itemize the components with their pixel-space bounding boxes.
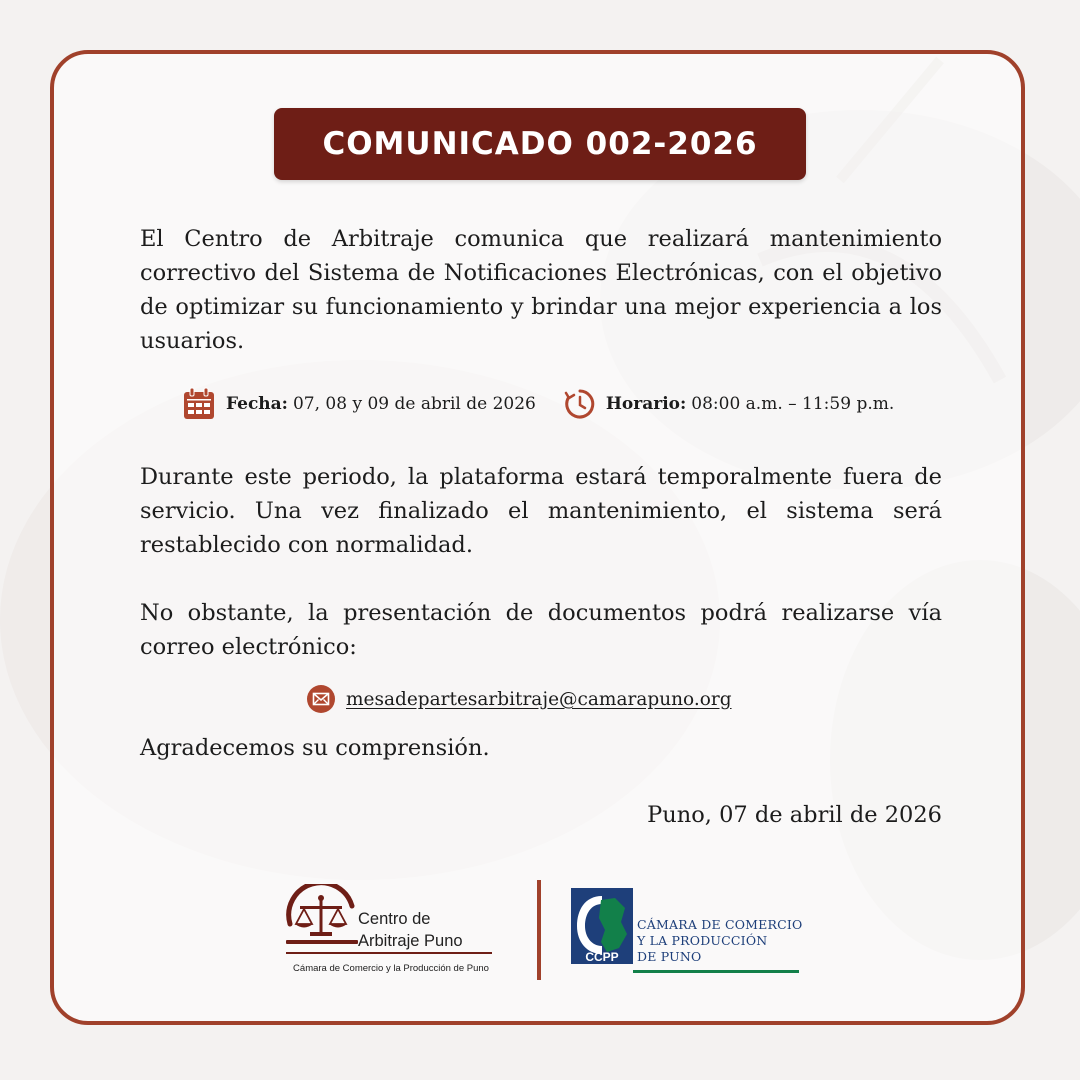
period-paragraph: Durante este periodo, la plataforma estará temporalmente fuera de servicio. Una vez finalizado el mantenimiento, el sistema será restablecido con normalidad. xyxy=(140,464,942,558)
date-info xyxy=(182,387,536,421)
time-label: Horario: xyxy=(605,394,687,414)
logo-rule xyxy=(286,952,492,954)
title-banner xyxy=(274,108,806,180)
intro-paragraph: El Centro de Arbitraje comunica que realizará mantenimiento correctivo del Sistema de Notificaciones Electrónicas, con el objetivo de optimizar su funcionamiento y brindar una mejor experiencia a los usuarios. xyxy=(140,226,942,354)
centro-arbitraje-subtitle: Cámara de Comercio y la Producción de Puno xyxy=(293,963,489,974)
calendar-icon xyxy=(182,387,216,421)
clock-icon xyxy=(564,388,596,420)
email-link[interactable]: mesadepartesarbitraje@camarapuno.org xyxy=(346,688,732,710)
schedule-row xyxy=(182,386,894,422)
centro-arbitraje-name: Centro de Arbitraje Puno xyxy=(358,910,463,950)
date-value: 07, 08 y 09 de abril de 2026 xyxy=(292,394,536,414)
thanks-paragraph: Agradecemos su comprensión. xyxy=(140,735,490,761)
time-info xyxy=(564,388,894,420)
ccpp-badge: CCPP xyxy=(585,950,619,964)
centro-arbitraje-logo xyxy=(282,882,502,982)
place-date: Puno, 07 de abril de 2026 xyxy=(647,802,942,828)
envelope-icon xyxy=(306,684,336,714)
ccpp-green-line xyxy=(633,970,799,973)
ccpp-name: CÁMARA DE COMERCIO Y LA PRODUCCIÓN DE PUNO xyxy=(637,917,803,964)
scales-icon xyxy=(282,884,362,954)
ccpp-logo xyxy=(571,888,803,976)
logo-divider xyxy=(537,880,541,980)
email-note-paragraph: No obstante, la presentación de documentos podrá realizarse vía correo electrónico: xyxy=(140,600,942,660)
page-title: COMUNICADO 002-2026 xyxy=(322,126,758,162)
time-value: 08:00 a.m. – 11:59 p.m. xyxy=(691,394,895,414)
email-row xyxy=(306,682,732,716)
date-label: Fecha: xyxy=(226,394,288,414)
